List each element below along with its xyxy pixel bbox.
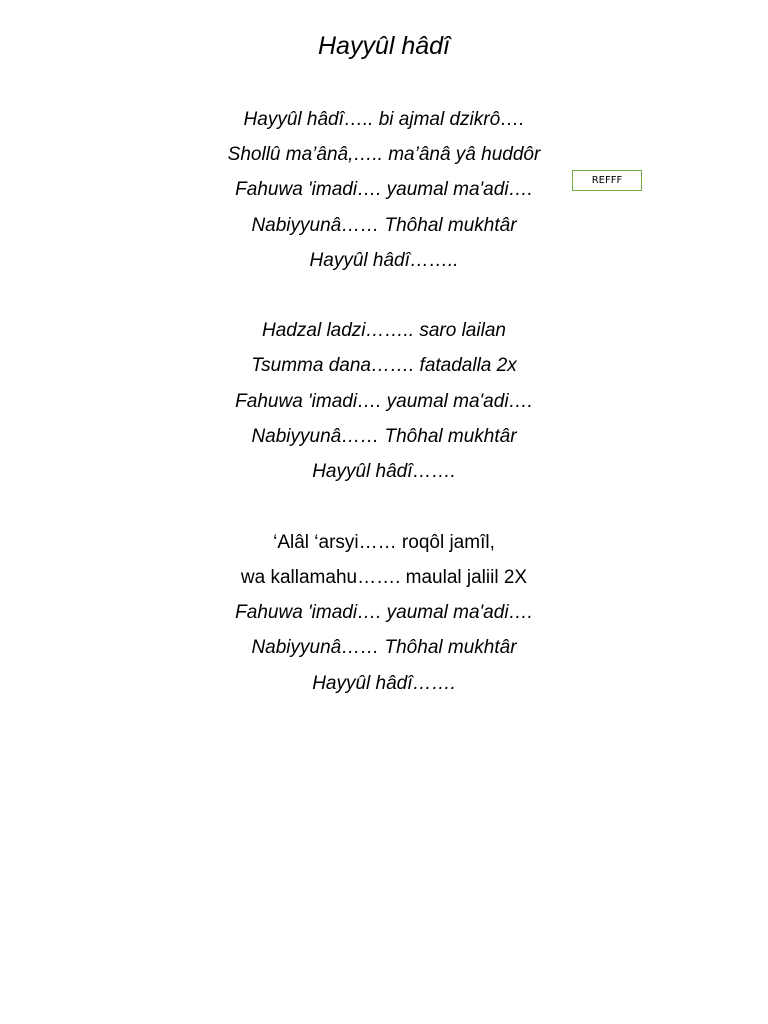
lyric-line: wa kallamahu……. maulal jaliil 2X	[240, 567, 528, 588]
lyric-line: ‘Alâl ‘arsyi…… roqôl jamîl,	[273, 532, 495, 553]
lyric-line: Fahuwa 'imadi…. yaumal ma'adi….	[235, 179, 533, 200]
lyric-line: Hayyûl hâdî….. bi ajmal dzikrô….	[243, 109, 525, 130]
lyric-line: Hayyûl hâdî……..	[309, 250, 459, 271]
lyric-line: Hayyûl hâdî…….	[312, 673, 456, 694]
lyric-line: Fahuwa 'imadi…. yaumal ma'adi….	[235, 391, 533, 412]
lyric-line: Shollû ma’ânâ,….. ma’ânâ yâ huddôr	[227, 144, 541, 165]
lyric-line: Nabiyyunâ…… Thôhal mukhtâr	[251, 215, 517, 236]
ref-label-box: REFFF	[572, 170, 642, 191]
lyric-line: Fahuwa 'imadi…. yaumal ma'adi….	[235, 602, 533, 623]
lyric-line: Hayyûl hâdî…….	[312, 461, 456, 482]
lyric-line: Tsumma dana……. fatadalla 2x	[251, 355, 517, 376]
lyric-line: Nabiyyunâ…… Thôhal mukhtâr	[251, 637, 517, 658]
song-title: Hayyûl hâdî	[317, 32, 451, 60]
lyric-line: Nabiyyunâ…… Thôhal mukhtâr	[251, 426, 517, 447]
lyric-line: Hadzal ladzi…….. saro lailan	[262, 320, 506, 341]
